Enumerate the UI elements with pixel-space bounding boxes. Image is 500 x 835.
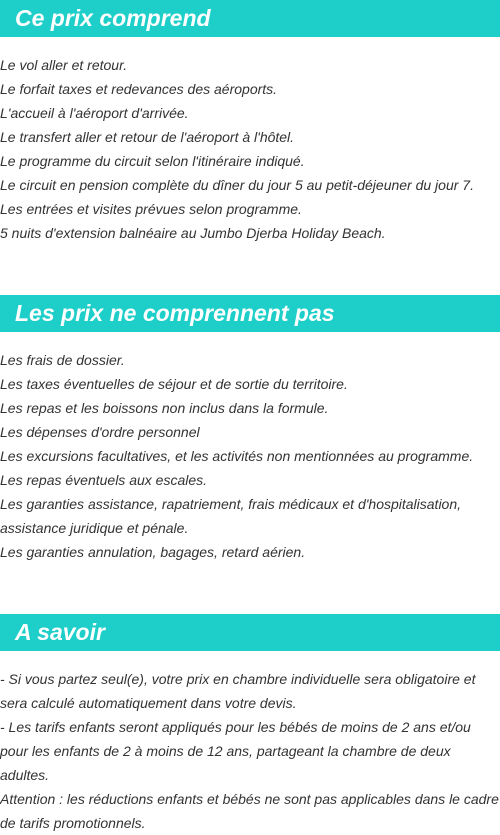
list-item: Les repas éventuels aux escales. <box>0 472 208 488</box>
list-item: Les frais de dossier. <box>0 352 125 368</box>
info-list <box>0 667 500 835</box>
list-item: 5 nuits d'extension balnéaire au Jumbo Djerba Holiday Beach. <box>0 225 386 241</box>
list-item: Le circuit en pension complète du dîner du jour 5 au petit-déjeuner du jour 7. <box>0 177 474 193</box>
list-item: Le transfert aller et retour de l'aéroport à l'hôtel. <box>0 129 295 145</box>
section-price-includes <box>0 0 500 245</box>
list-item: Les dépenses d'ordre personnel <box>0 424 200 440</box>
section-title: Les prix ne comprennent pas <box>0 295 500 332</box>
list-item: Les repas et les boissons non inclus dans la formule. <box>0 400 329 416</box>
list-item: - Si vous partez seul(e), votre prix en chambre individuelle sera obligatoire et sera calculé automatiquement dans votre devis. <box>0 671 476 711</box>
list-item: Les garanties assistance, rapatriement, frais médicaux et d'hospitalisation, assistance juridique et pénale. <box>0 496 462 536</box>
list-item: - Les tarifs enfants seront appliqués pour les bébés de moins de 2 ans et/ou pour les enfants de 2 à moins de 12 ans, partageant la chambre de deux adultes. <box>0 719 471 783</box>
section-good-to-know <box>0 614 500 835</box>
section-price-excludes <box>0 295 500 564</box>
list-item: Les garanties annulation, bagages, retard aérien. <box>0 544 306 560</box>
list-item: Les excursions facultatives, et les activités non mentionnées au programme. <box>0 448 474 464</box>
list-item: Les taxes éventuelles de séjour et de sortie du territoire. <box>0 376 348 392</box>
list-item: Le vol aller et retour. <box>0 57 128 73</box>
list-item: Attention : les réductions enfants et bébés ne sont pas applicables dans le cadre de tarifs promotionnels. <box>0 791 499 831</box>
included-list <box>0 53 500 245</box>
list-item: Le programme du circuit selon l'itinéraire indiqué. <box>0 153 305 169</box>
excluded-list <box>0 348 500 564</box>
list-item: Le forfait taxes et redevances des aéroports. <box>0 81 278 97</box>
list-item: Les entrées et visites prévues selon programme. <box>0 201 302 217</box>
section-title: Ce prix comprend <box>0 0 500 37</box>
section-title: A savoir <box>0 614 500 651</box>
list-item: L'accueil à l'aéroport d'arrivée. <box>0 105 189 121</box>
